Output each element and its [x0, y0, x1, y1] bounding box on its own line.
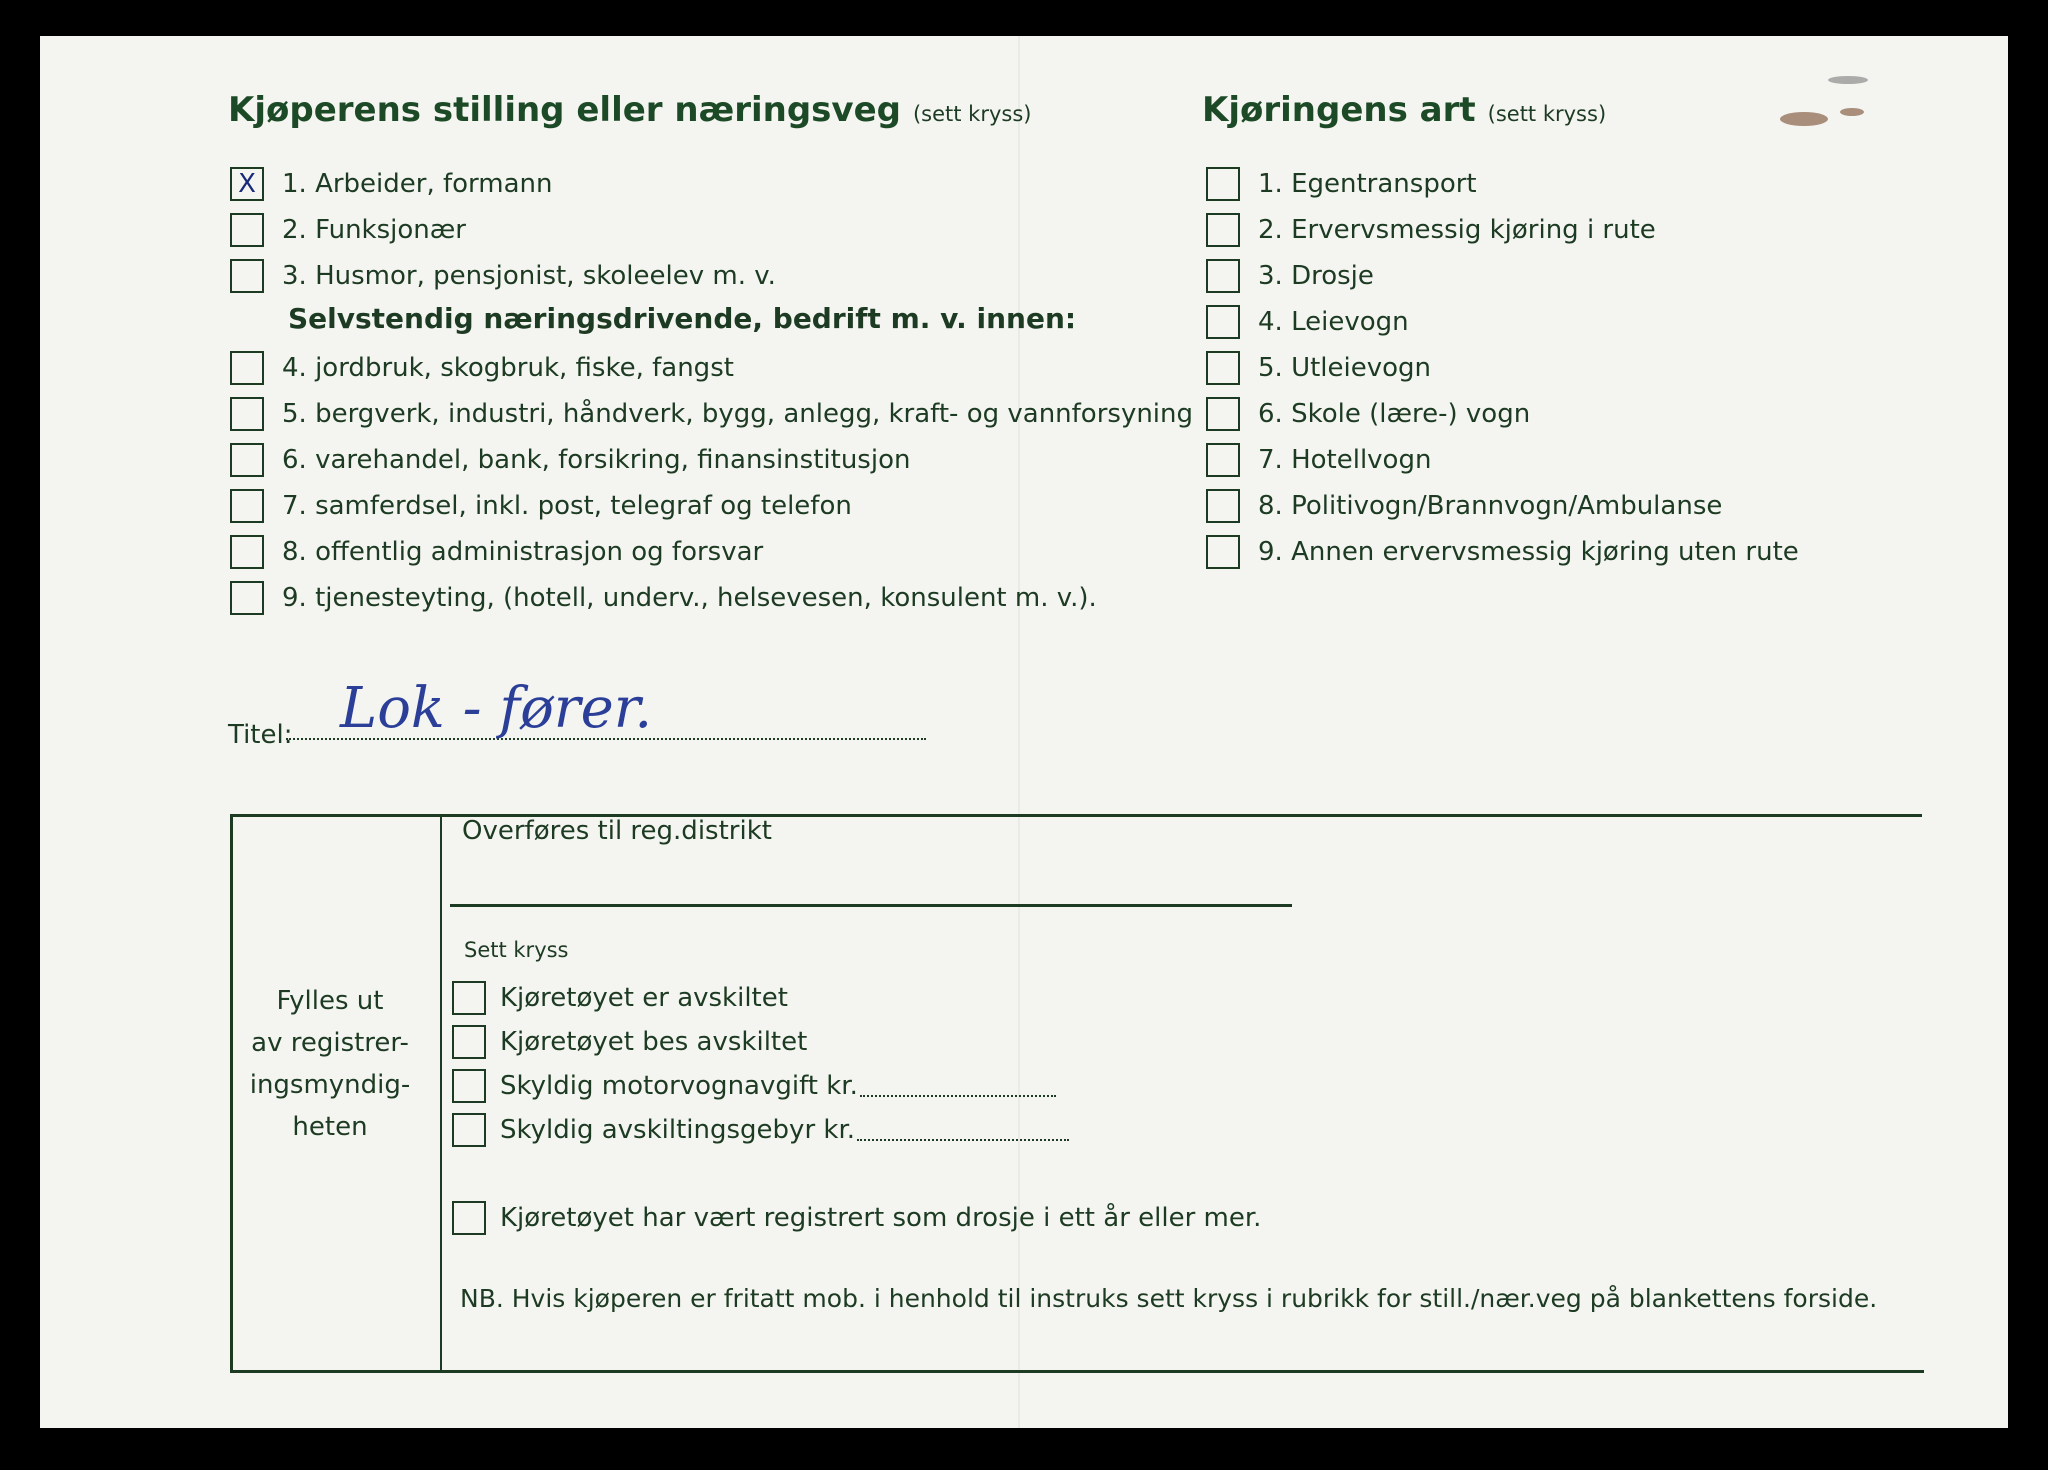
checkbox[interactable] — [452, 1113, 486, 1147]
option-label: 4. jordbruk, skogbruk, fiske, fangst — [282, 353, 734, 383]
option-label: 3. Husmor, pensjonist, skoleelev m. v. — [282, 261, 776, 291]
option-row — [1206, 164, 1477, 204]
right-heading — [1202, 90, 1606, 130]
amount-dotted-line[interactable] — [860, 1075, 1056, 1097]
checkbox[interactable] — [452, 1025, 486, 1059]
nb-note: NB. Hvis kjøperen er fritatt mob. i henhold til instruks sett kryss i rubrikk for still./nær.veg på blankettens forside. — [460, 1284, 1878, 1313]
amount-dotted-line[interactable] — [857, 1119, 1069, 1141]
option-row — [1206, 302, 1409, 342]
stain-mark — [1828, 76, 1868, 84]
checkbox[interactable] — [1206, 489, 1240, 523]
option-row — [230, 532, 763, 572]
option-row — [230, 256, 776, 296]
registry-check-row — [452, 1022, 807, 1062]
checkbox[interactable] — [1206, 305, 1240, 339]
box-bottom-border — [230, 1370, 1924, 1373]
left-heading-hint: (sett kryss) — [912, 102, 1032, 126]
right-heading-hint: (sett kryss) — [1487, 102, 1607, 126]
option-label: 4. Leievogn — [1258, 307, 1409, 337]
checkbox[interactable] — [452, 1201, 486, 1235]
option-label: 1. Arbeider, formann — [282, 169, 553, 199]
checkbox[interactable] — [230, 351, 264, 385]
option-row — [1206, 486, 1722, 526]
option-label: 1. Egentransport — [1258, 169, 1477, 199]
checkbox[interactable] — [1206, 397, 1240, 431]
side-line: Fylles ut — [276, 986, 384, 1016]
option-row — [1206, 348, 1431, 388]
checkbox[interactable] — [230, 259, 264, 293]
stain-mark — [1840, 108, 1864, 116]
option-row — [1206, 440, 1431, 480]
checkbox[interactable] — [1206, 535, 1240, 569]
transfer-label: Overføres til reg.distrikt — [462, 816, 772, 846]
option-row — [230, 210, 466, 250]
option-row — [230, 164, 553, 204]
option-row — [1206, 532, 1799, 572]
option-label: 3. Drosje — [1258, 261, 1374, 291]
option-label: 2. Ervervsmessig kjøring i rute — [1258, 215, 1656, 245]
transfer-line[interactable] — [450, 904, 1292, 907]
drosje-check-row — [452, 1198, 1261, 1238]
checkbox[interactable] — [230, 213, 264, 247]
registry-check-row — [452, 978, 788, 1018]
check-label: Kjøretøyet er avskiltet — [500, 983, 788, 1013]
check-label: Kjøretøyet har vært registrert som drosje i ett år eller mer. — [500, 1203, 1262, 1233]
sett-kryss-label: Sett kryss — [464, 938, 569, 962]
left-subheading: Selvstendig næringsdrivende, bedrift m. v. innen: — [288, 302, 1077, 335]
option-label: 5. bergverk, industri, håndverk, bygg, anlegg, kraft- og vannforsyning — [282, 399, 1194, 429]
checkbox[interactable] — [1206, 443, 1240, 477]
checkbox[interactable] — [230, 489, 264, 523]
option-row — [230, 578, 1097, 618]
checkbox[interactable] — [230, 443, 264, 477]
registry-check-row — [452, 1110, 1069, 1150]
titel-label: Titel: — [228, 720, 293, 750]
side-line: heten — [292, 1112, 368, 1142]
checkbox[interactable] — [452, 1069, 486, 1103]
option-label: 9. tjenesteyting, (hotell, underv., helsevesen, konsulent m. v.). — [282, 583, 1097, 613]
check-label: Skyldig avskiltingsgebyr kr. — [500, 1115, 856, 1145]
checkbox[interactable] — [1206, 259, 1240, 293]
box-left-border — [230, 814, 233, 1373]
titel-handwritten-value[interactable]: Lok - fører. — [340, 676, 653, 741]
registry-check-row — [452, 1066, 1056, 1106]
checkbox[interactable] — [452, 981, 486, 1015]
checkbox[interactable] — [230, 581, 264, 615]
option-label: 7. samferdsel, inkl. post, telegraf og telefon — [282, 491, 852, 521]
option-row — [1206, 256, 1374, 296]
checkbox[interactable] — [1206, 213, 1240, 247]
checkbox[interactable] — [230, 397, 264, 431]
side-line: av registrer- — [251, 1028, 409, 1058]
option-label: 6. varehandel, bank, forsikring, finansinstitusjon — [282, 445, 911, 475]
option-label: 7. Hotellvogn — [1258, 445, 1432, 475]
form-sheet — [40, 36, 2008, 1428]
option-row — [230, 394, 1193, 434]
option-label: 8. Politivogn/Brannvogn/Ambulanse — [1258, 491, 1723, 521]
box-divider — [440, 814, 442, 1373]
option-row — [1206, 210, 1656, 250]
side-line: ingsmyndig- — [249, 1070, 411, 1100]
stain-mark — [1780, 112, 1828, 126]
check-label: Skyldig motorvognavgift kr. — [500, 1071, 858, 1101]
option-label: 2. Funksjonær — [282, 215, 466, 245]
option-label: 8. offentlig administrasjon og forsvar — [282, 537, 764, 567]
option-label: 6. Skole (lære-) vogn — [1258, 399, 1531, 429]
checkbox[interactable]: X — [230, 167, 264, 201]
checkbox[interactable] — [1206, 351, 1240, 385]
right-heading-text: Kjøringens art — [1202, 90, 1476, 130]
option-row — [230, 348, 734, 388]
option-row — [1206, 394, 1530, 434]
option-label: 9. Annen ervervsmessig kjøring uten rute — [1258, 537, 1799, 567]
registry-side-label — [240, 980, 420, 1148]
check-label: Kjøretøyet bes avskiltet — [500, 1027, 808, 1057]
left-heading — [228, 90, 1031, 130]
option-label: 5. Utleievogn — [1258, 353, 1432, 383]
checkbox[interactable] — [1206, 167, 1240, 201]
option-row — [230, 486, 852, 526]
left-heading-text: Kjøperens stilling eller næringsveg — [228, 90, 901, 130]
option-row — [230, 440, 910, 480]
checkbox[interactable] — [230, 535, 264, 569]
